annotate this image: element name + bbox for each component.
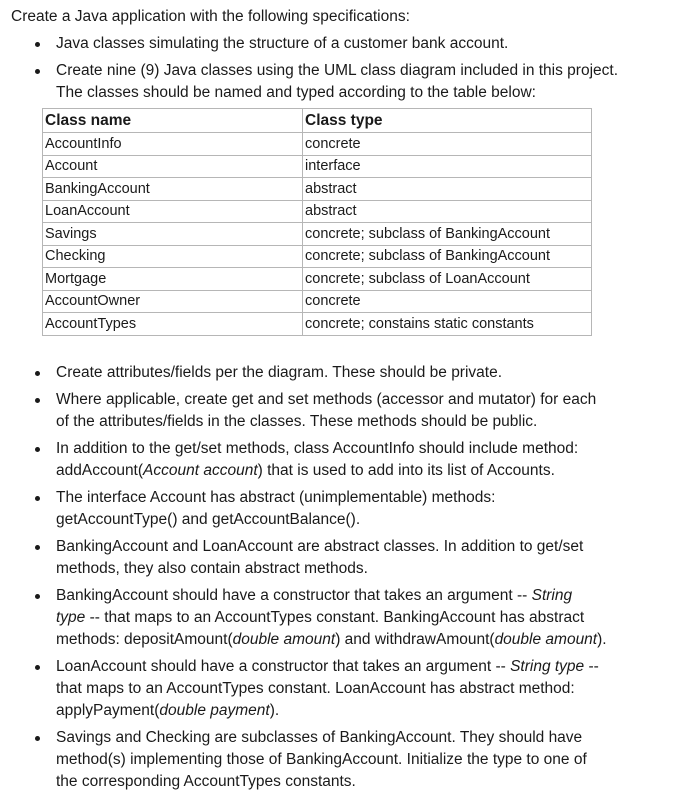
bullet-text: Where applicable, create get and set methods (accessor and mutator) for each <box>56 391 597 408</box>
table-cell: concrete; subclass of BankingAccount <box>303 245 592 268</box>
bullet-text: ). <box>269 702 280 719</box>
bullet-text: applyPayment( <box>56 702 160 719</box>
table-row <box>43 290 592 313</box>
bullet-text: ) that is used to add into its list of Accounts. <box>257 462 555 479</box>
list-item <box>56 389 646 433</box>
table-cell: concrete <box>303 133 592 156</box>
table-header: Class name <box>43 109 303 133</box>
table-row <box>43 268 592 291</box>
table-row <box>43 313 592 336</box>
table-row <box>43 133 592 156</box>
bullet-italic-text: type <box>56 609 86 626</box>
bullet-text: LoanAccount should have a constructor that takes an argument -- <box>56 658 511 675</box>
list-item <box>56 536 646 580</box>
bullet-text: the corresponding AccountTypes constants. <box>56 773 356 790</box>
table-row <box>43 155 592 178</box>
table-row <box>43 200 592 223</box>
table-row <box>43 223 592 246</box>
table-cell: concrete; subclass of LoanAccount <box>303 268 592 291</box>
class-table <box>42 108 592 336</box>
bullet-italic-text: double amount <box>232 631 336 648</box>
list-item: Create nine (9) Java classes using the UML class diagram included in this project. The classes should be named and typed according to the table below: <box>56 60 636 104</box>
bullet-text: -- <box>584 658 599 675</box>
bullet-italic-text: double payment <box>159 702 270 719</box>
table-cell: LoanAccount <box>43 200 303 223</box>
table-cell: AccountOwner <box>43 290 303 313</box>
bullet-text: addAccount( <box>56 462 144 479</box>
list-item <box>56 585 656 651</box>
table-cell: AccountInfo <box>43 133 303 156</box>
list-item <box>56 727 656 793</box>
bullet-text: that maps to an AccountTypes constant. LoanAccount has abstract method: <box>56 680 575 697</box>
bullet-text: -- that maps to an AccountTypes constant. BankingAccount has abstract <box>85 609 585 626</box>
bullet-text: methods, they also contain abstract methods. <box>56 560 368 577</box>
table-row <box>43 245 592 268</box>
bullet-text: methods: depositAmount( <box>56 631 233 648</box>
table-cell: concrete; subclass of BankingAccount <box>303 223 592 246</box>
bullet-text: BankingAccount should have a constructor that takes an argument -- <box>56 587 532 604</box>
table-cell: concrete; constains static constants <box>303 313 592 336</box>
bullet-text: ). <box>597 631 607 648</box>
table-cell: abstract <box>303 178 592 201</box>
table-cell: abstract <box>303 200 592 223</box>
table-cell: concrete <box>303 290 592 313</box>
bullet-italic-text: String <box>531 587 573 604</box>
bullet-italic-text: Account account <box>143 462 258 479</box>
list-item <box>56 656 656 722</box>
table-row <box>43 178 592 201</box>
list-item: Java classes simulating the structure of a customer bank account. <box>56 33 646 55</box>
list-item <box>56 362 646 384</box>
table-header: Class type <box>303 109 592 133</box>
table-cell: interface <box>303 155 592 178</box>
bullet-italic-text: String type <box>510 658 585 675</box>
table-cell: Savings <box>43 223 303 246</box>
table-cell: Checking <box>43 245 303 268</box>
bullet-text: BankingAccount and LoanAccount are abstract classes. In addition to get/set <box>56 538 584 555</box>
bullet-text: Savings and Checking are subclasses of BankingAccount. They should have <box>56 729 583 746</box>
bullet-text: ) and withdrawAmount( <box>335 631 495 648</box>
bullet-text: method(s) implementing those of BankingAccount. Initialize the type to one of <box>56 751 587 768</box>
bullet-text: of the attributes/fields in the classes. These methods should be public. <box>56 413 538 430</box>
bullet-text: Create attributes/fields per the diagram. These should be private. <box>56 364 503 381</box>
list-item <box>56 438 646 482</box>
table-cell: Mortgage <box>43 268 303 291</box>
bullet-text: getAccountType() and getAccountBalance(). <box>56 511 361 528</box>
intro-text: Create a Java application with the following specifications: <box>11 8 410 25</box>
list-item <box>56 487 646 531</box>
bullet-text: In addition to the get/set methods, class AccountInfo should include method: <box>56 440 579 457</box>
table-cell: Account <box>43 155 303 178</box>
table-cell: AccountTypes <box>43 313 303 336</box>
table-cell: BankingAccount <box>43 178 303 201</box>
bullet-italic-text: double amount <box>494 631 598 648</box>
table-header-row <box>43 109 592 133</box>
bullet-text: The interface Account has abstract (unimplementable) methods: <box>56 489 496 506</box>
